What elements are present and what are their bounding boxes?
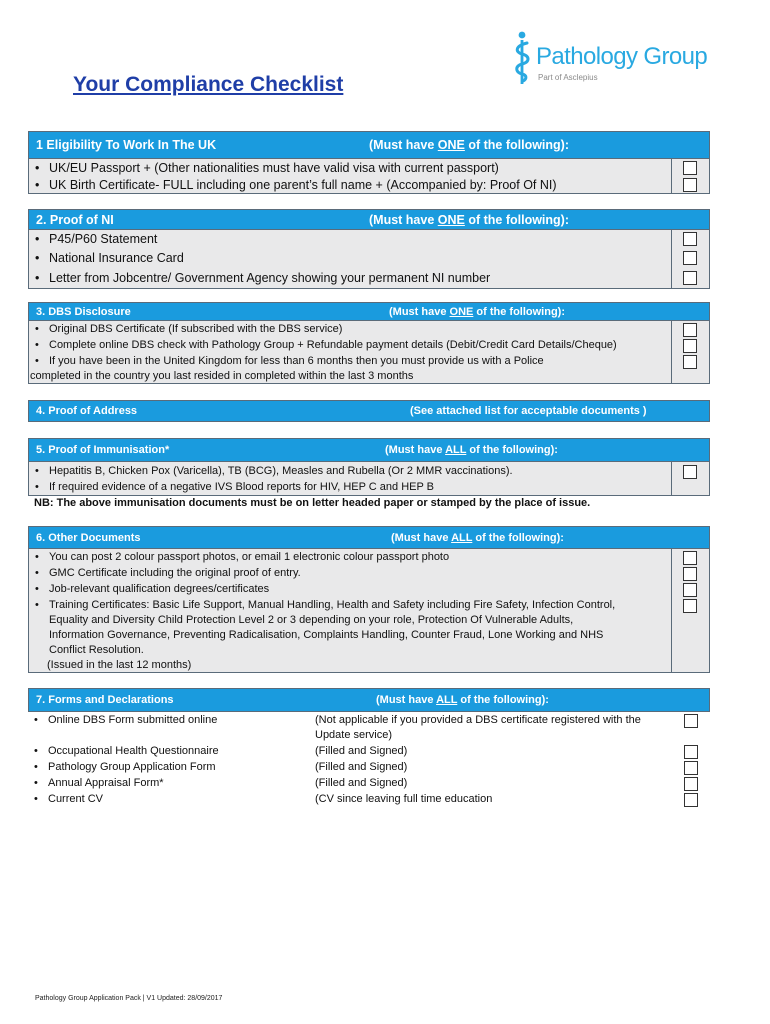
pathology-group-logo bbox=[512, 30, 717, 86]
section-body bbox=[28, 712, 710, 808]
list-item: • You can post 2 colour passport photos, or email 1 electronic colour passport photo bbox=[29, 551, 449, 563]
section-title: 6. Other Documents bbox=[36, 531, 141, 544]
item-detail: (Filled and Signed) bbox=[315, 745, 408, 757]
list-item: • Original DBS Certificate (If subscribed with the DBS service) bbox=[29, 323, 342, 335]
section-header bbox=[28, 526, 710, 549]
checkbox[interactable] bbox=[683, 567, 697, 581]
section-proof-of-address bbox=[28, 400, 710, 422]
page-footer: Pathology Group Application Pack | V1 Updated: 28/09/2017 bbox=[35, 995, 223, 1002]
item-detail: (CV since leaving full time education bbox=[315, 793, 493, 805]
section-title: 5. Proof of Immunisation* bbox=[36, 444, 170, 456]
section-requirement: (Must have ALL of the following): bbox=[391, 531, 564, 544]
section-requirement: (Must have ONE of the following): bbox=[369, 138, 569, 152]
section-body bbox=[28, 230, 710, 289]
list-item: • GMC Certificate including the original proof of entry. bbox=[29, 567, 301, 579]
item-detail: (Filled and Signed) bbox=[315, 761, 408, 773]
checkbox[interactable] bbox=[684, 777, 698, 791]
list-item: • National Insurance Card bbox=[29, 251, 184, 265]
item-detail: (Not applicable if you provided a DBS certificate registered with the bbox=[315, 714, 641, 726]
checkbox[interactable] bbox=[684, 714, 698, 728]
logo-tagline: Part of Asclepius bbox=[538, 73, 598, 82]
page-title: Your Compliance Checklist bbox=[73, 73, 344, 96]
list-item: • Job-relevant qualification degrees/certificates bbox=[29, 583, 269, 595]
checkbox[interactable] bbox=[683, 232, 697, 246]
list-item: • Annual Appraisal Form* bbox=[28, 777, 164, 789]
section-eligibility bbox=[28, 131, 710, 194]
immunisation-note: NB: The above immunisation documents must be on letter headed paper or stamped by the place of issue. bbox=[34, 497, 591, 509]
checkbox[interactable] bbox=[683, 271, 697, 285]
section-body bbox=[28, 159, 710, 194]
list-item: • Training Certificates: Basic Life Support, Manual Handling, Health and Safety including Fire Safety, Infection Control, bbox=[29, 599, 615, 611]
section-title: 3. DBS Disclosure bbox=[36, 305, 131, 318]
section-body bbox=[28, 462, 710, 496]
list-item: • If required evidence of a negative IVS Blood reports for HIV, HEP C and HEP B bbox=[29, 481, 434, 493]
section-dbs-disclosure bbox=[28, 302, 710, 384]
list-item: • If you have been in the United Kingdom for less than 6 months then you must provide us with a Police bbox=[29, 355, 544, 367]
section-title: 2. Proof of NI bbox=[36, 212, 114, 227]
section-header bbox=[28, 131, 710, 159]
section-title: 4. Proof of Address bbox=[36, 405, 138, 417]
checkbox[interactable] bbox=[683, 161, 697, 175]
list-item-continuation: Equality and Diversity Child Protection Level 2 or 3 depending on your role, Protection Of Vulnerable Adults, bbox=[49, 614, 574, 626]
asclepius-staff-icon bbox=[512, 30, 534, 86]
section-body bbox=[28, 321, 710, 384]
checkbox[interactable] bbox=[683, 599, 697, 613]
section-title: 7. Forms and Declarations bbox=[36, 694, 174, 706]
list-item: • Online DBS Form submitted online bbox=[28, 714, 217, 726]
section-header bbox=[28, 302, 710, 321]
section-header bbox=[28, 688, 710, 712]
checkbox[interactable] bbox=[683, 339, 697, 353]
checkbox[interactable] bbox=[684, 761, 698, 775]
section-proof-of-ni bbox=[28, 209, 710, 289]
issued-note: (Issued in the last 12 months) bbox=[47, 659, 192, 671]
section-immunisation bbox=[28, 438, 710, 496]
list-item: • Hepatitis B, Chicken Pox (Varicella), TB (BCG), Measles and Rubella (Or 2 MMR vaccinations). bbox=[29, 465, 513, 477]
section-requirement: (Must have ONE of the following): bbox=[389, 305, 566, 318]
list-item: • UK Birth Certificate- FULL including one parent’s full name + (Accompanied by: Proof Of NI) bbox=[29, 178, 557, 192]
list-item: • UK/EU Passport + (Other nationalities must have valid visa with current passport) bbox=[29, 161, 499, 175]
item-detail: (Filled and Signed) bbox=[315, 777, 408, 789]
checkbox[interactable] bbox=[683, 355, 697, 369]
section-header bbox=[28, 209, 710, 230]
checkbox[interactable] bbox=[683, 178, 697, 192]
section-other-documents bbox=[28, 526, 710, 673]
item-detail: Update service) bbox=[315, 729, 393, 741]
checkbox[interactable] bbox=[683, 551, 697, 565]
list-item: • Current CV bbox=[28, 793, 103, 805]
checkbox[interactable] bbox=[683, 323, 697, 337]
checkbox[interactable] bbox=[683, 465, 697, 479]
section-requirement: (Must have ONE of the following): bbox=[369, 212, 569, 227]
list-item-continuation: completed in the country you last resided in completed within the last 3 months bbox=[30, 370, 414, 382]
checkbox[interactable] bbox=[684, 745, 698, 759]
section-header bbox=[28, 438, 710, 462]
list-item-continuation: Conflict Resolution. bbox=[49, 644, 144, 656]
list-item: • Letter from Jobcentre/ Government Agency showing your permanent NI number bbox=[29, 271, 490, 285]
checkbox[interactable] bbox=[683, 583, 697, 597]
section-requirement: (See attached list for acceptable documents ) bbox=[410, 405, 647, 417]
section-forms-declarations bbox=[28, 688, 710, 808]
section-header bbox=[28, 400, 710, 422]
section-requirement: (Must have ALL of the following): bbox=[376, 694, 549, 706]
section-title: 1 Eligibility To Work In The UK bbox=[36, 138, 217, 152]
checkbox[interactable] bbox=[684, 793, 698, 807]
checkbox[interactable] bbox=[683, 251, 697, 265]
list-item: • Pathology Group Application Form bbox=[28, 761, 216, 773]
list-item-continuation: Information Governance, Preventing Radicalisation, Complaints Handling, Counter Fraud, Lone Working and NHS bbox=[49, 629, 604, 641]
list-item: • Complete online DBS check with Pathology Group + Refundable payment details (Debit/Credit Card Details/Cheque) bbox=[29, 339, 617, 351]
section-body bbox=[28, 549, 710, 673]
section-requirement: (Must have ALL of the following): bbox=[385, 444, 558, 456]
logo-name: Pathology Group bbox=[536, 43, 708, 70]
list-item: • P45/P60 Statement bbox=[29, 232, 157, 246]
list-item: • Occupational Health Questionnaire bbox=[28, 745, 219, 757]
